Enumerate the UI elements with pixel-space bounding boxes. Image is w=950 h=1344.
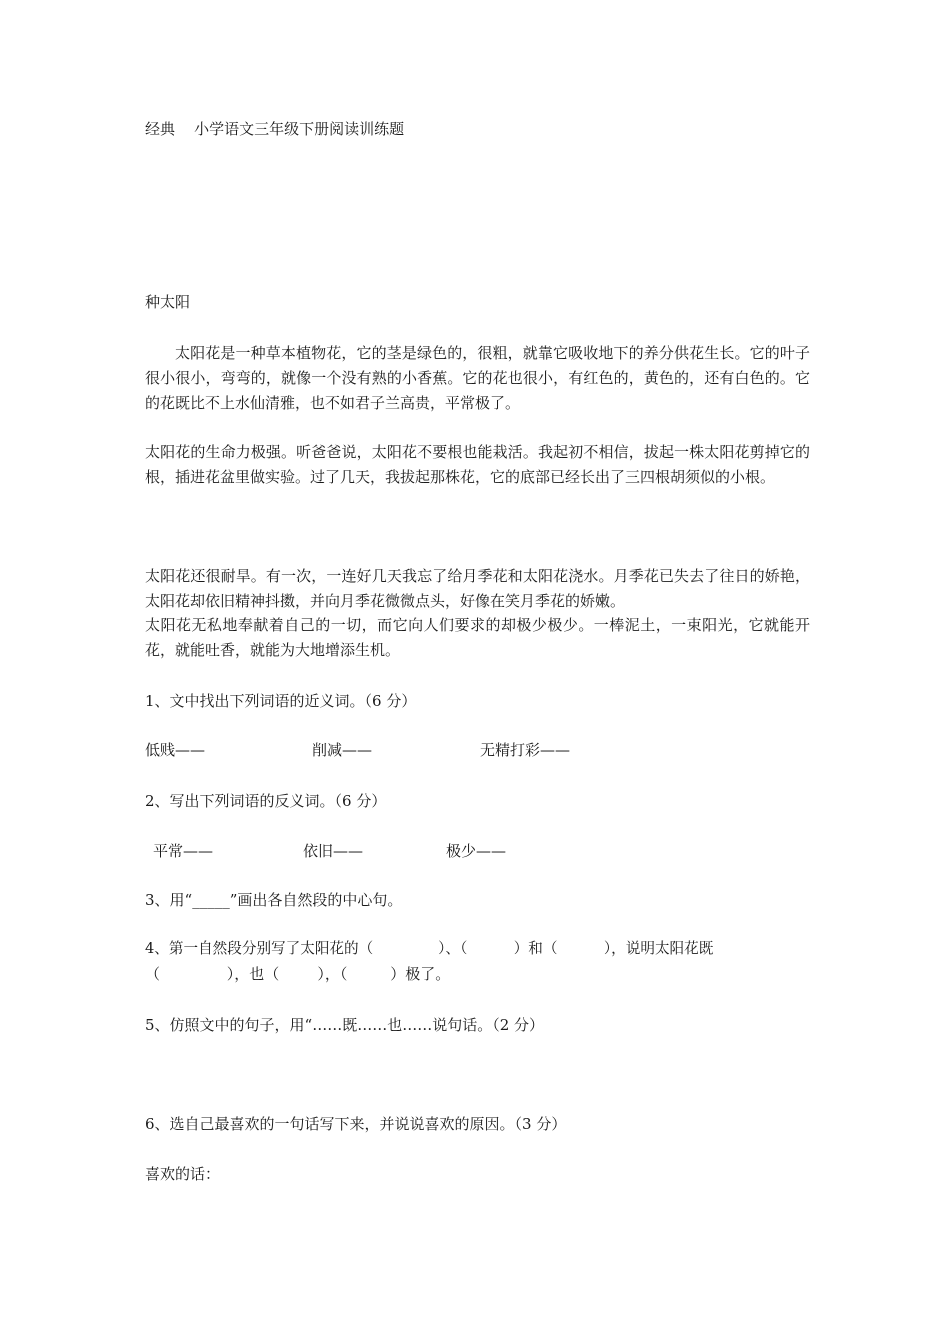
paragraph-2: 太阳花的生命力极强。听爸爸说，太阳花不要根也能栽活。我起初不相信，拔起一株太阳花剪掉它的根，插进花盆里做实验。过了几天，我拔起那株花，它的底部已经长出了三四根胡须似的小根。 — [145, 443, 810, 486]
paragraph-1: 太阳花是一种草本植物花，它的茎是绿色的，很粗，就靠它吸收地下的养分供花生长。它的叶子很小很小，弯弯的，就像一个没有熟的小香蕉。它的花也很小，有红色的，黄色的，还有白色的。它的花既比不上水仙清雅，也不如君子兰高贵，平常极了。 — [145, 344, 810, 412]
answer-label: 喜欢的话： — [145, 1165, 221, 1183]
passage-title: 种太阳 — [145, 293, 191, 311]
question-5: 5、仿照文中的句子，用“……既……也……说句话。（2 分） — [145, 1016, 545, 1034]
synonym-item: 低贱—— — [145, 741, 206, 759]
document-title: 经典 小学语文三年级下册阅读训练题 — [145, 120, 405, 138]
question-4-line-2: （ ），也（ ），（ ）极了。 — [145, 965, 451, 983]
question-1: 1、文中找出下列词语的近义词。（6 分） — [145, 692, 417, 710]
antonym-item: 平常—— — [153, 842, 214, 860]
synonym-item: 削减—— — [312, 741, 373, 759]
question-2: 2、写出下列词语的反义词。（6 分） — [145, 792, 387, 810]
question-3: 3、用“_____”画出各自然段的中心句。 — [145, 891, 403, 909]
paragraph-3: 太阳花还很耐旱。有一次，一连好几天我忘了给月季花和太阳花浇水。月季花已失去了往日的娇艳，太阳花却依旧精神抖擞，并向月季花微微点头，好像在笑月季花的娇嫩。 — [145, 567, 810, 610]
question-6: 6、选自己最喜欢的一句话写下来，并说说喜欢的原因。（3 分） — [145, 1115, 567, 1133]
question-4-line-1: 4、第一自然段分别写了太阳花的（ ）、（ ）和（ ），说明太阳花既 — [145, 940, 714, 957]
antonym-item: 极少—— — [446, 842, 507, 860]
synonym-item: 无精打彩—— — [480, 741, 571, 759]
paragraph-4: 太阳花无私地奉献着自己的一切，而它向人们要求的却极少极少。一棒泥土，一束阳光，它就能开花，就能吐香，就能为大地增添生机。 — [145, 616, 810, 659]
antonym-item: 依旧—— — [303, 842, 364, 860]
